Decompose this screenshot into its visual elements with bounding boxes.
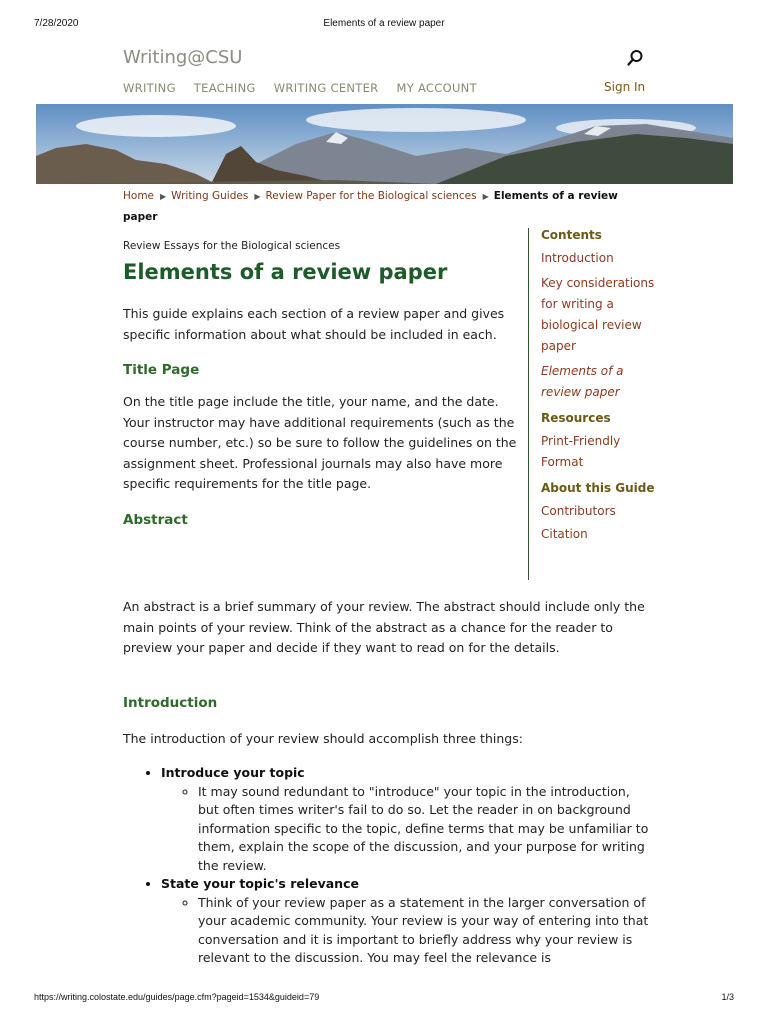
about-guide-heading: About this Guide bbox=[541, 481, 655, 495]
nav-writing-center[interactable]: WRITING CENTER bbox=[273, 81, 379, 95]
contents-heading: Contents bbox=[541, 228, 602, 242]
triangle-right-icon: ▶ bbox=[160, 192, 167, 201]
introduction-heading: Introduction bbox=[123, 695, 218, 711]
breadcrumb-home[interactable]: Home bbox=[123, 190, 155, 202]
mountain-banner-image bbox=[36, 104, 733, 184]
list-item-detail: ◦ Think of your review paper as a statement in the larger conversation of your academic community. Your review is your way of entering into that conversation and it is important to briefly address why your review is relevant to the discussion. You may feel the relevance is bbox=[198, 894, 653, 968]
article bbox=[123, 240, 523, 528]
list-item-title: Introduce your topic bbox=[161, 765, 305, 780]
site-brand[interactable]: Writing@CSU bbox=[123, 47, 243, 68]
main-nav bbox=[123, 81, 495, 95]
print-friendly-link[interactable]: Print-Friendly Format bbox=[541, 434, 621, 469]
sign-in-link[interactable]: Sign In bbox=[604, 80, 646, 94]
nav-my-account[interactable]: MY ACCOUNT bbox=[396, 81, 477, 95]
search-icon[interactable] bbox=[626, 49, 644, 67]
print-url: https://writing.colostate.edu/guides/page.cfm?pageid=1534&guideid=79 bbox=[34, 992, 320, 1002]
breadcrumb-parent-guide[interactable]: Review Paper for the Biological sciences bbox=[265, 190, 477, 202]
list-item-title: State your topic's relevance bbox=[161, 876, 359, 891]
intro-paragraph: This guide explains each section of a review paper and gives specific information about what should be included in each. bbox=[123, 306, 505, 342]
triangle-right-icon: ▶ bbox=[482, 192, 489, 201]
list-item bbox=[161, 764, 653, 875]
breadcrumb bbox=[123, 186, 623, 227]
abstract-paragraph: An abstract is a brief summary of your review. The abstract should include only the main points of your review. Think of the abstract as a chance for the reader to preview your paper and decide if they want to read on for the details. bbox=[123, 599, 645, 655]
guide-kicker: Review Essays for the Biological sciences bbox=[123, 240, 341, 252]
introduction-list bbox=[123, 764, 653, 968]
sidebar bbox=[528, 228, 663, 580]
introduction-paragraph: The introduction of your review should accomplish three things: bbox=[123, 731, 523, 746]
print-title: Elements of a review paper bbox=[323, 18, 445, 29]
resources-heading: Resources bbox=[541, 411, 611, 425]
nav-teaching[interactable]: TEACHING bbox=[193, 81, 256, 95]
contents-link-introduction[interactable]: Introduction bbox=[541, 251, 614, 265]
print-page-number: 1/3 bbox=[721, 992, 734, 1002]
list-item-detail: ◦ It may sound redundant to "introduce" your topic in the introduction, but often times writer's fail to do so. Let the reader in on background information specific to the topic, define terms that may be unfamiliar to them, explain the scope of the discussion, and your purpose for writing the review. bbox=[198, 783, 653, 876]
list-item bbox=[161, 875, 653, 968]
contributors-link[interactable]: Contributors bbox=[541, 504, 616, 518]
title-page-heading: Title Page bbox=[123, 362, 200, 378]
title-page-paragraph: On the title page include the title, your name, and the date. Your instructor may have additional requirements (such as the course number, etc.) so be sure to follow the guidelines on the assignment sheet. Professional journals may also have more specific requirements for the title page. bbox=[123, 394, 517, 491]
abstract-heading: Abstract bbox=[123, 511, 188, 528]
citation-link[interactable]: Citation bbox=[541, 527, 588, 541]
contents-link-elements[interactable]: Elements of a review paper bbox=[541, 364, 624, 399]
print-date: 7/28/2020 bbox=[34, 18, 79, 29]
contents-link-key-considerations[interactable]: Key considerations for writing a biological review paper bbox=[541, 276, 655, 353]
breadcrumb-current: Elements of a review paper bbox=[123, 190, 618, 223]
nav-writing[interactable]: WRITING bbox=[123, 81, 176, 95]
breadcrumb-writing-guides[interactable]: Writing Guides bbox=[171, 190, 249, 202]
triangle-right-icon: ▶ bbox=[254, 192, 261, 201]
page-title: Elements of a review paper bbox=[123, 260, 448, 284]
